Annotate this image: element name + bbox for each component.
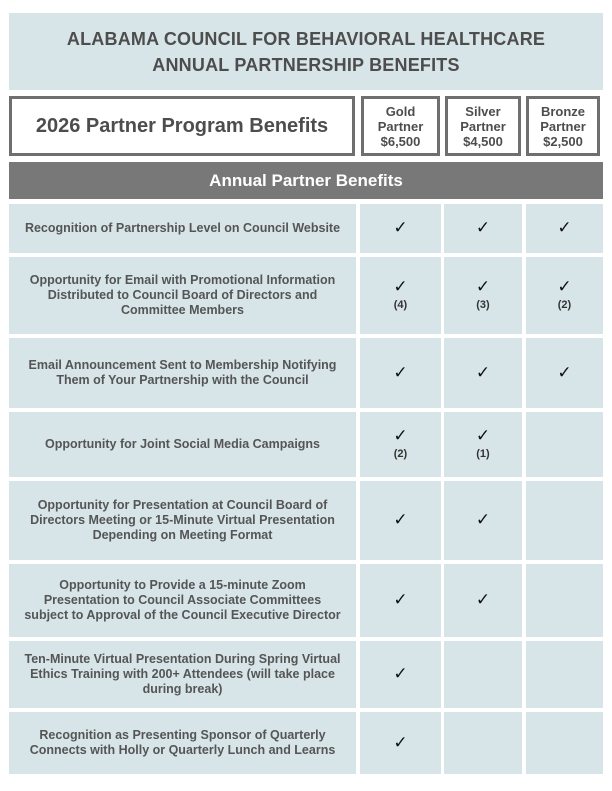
tier-cell (360, 481, 441, 560)
tier-word: Partner (377, 118, 424, 134)
tier-cell (360, 338, 441, 408)
tier-name: Bronze (540, 103, 586, 119)
tier-header-silver (445, 96, 521, 156)
tier-price: $4,500 (463, 133, 503, 149)
tier-cell (526, 338, 603, 408)
checkmark-icon: ✓ (393, 218, 408, 238)
benefit-description: Email Announcement Sent to Membership Notifying Them of Your Partnership with the Council (9, 338, 356, 408)
checkmark-icon: ✓ (475, 510, 491, 530)
tier-cell (360, 257, 441, 334)
tier-header-bronze (526, 96, 600, 156)
checkmark-icon: ✓ (475, 218, 491, 238)
tier-cell (526, 712, 603, 774)
checkmark-icon: ✓ (393, 362, 408, 383)
tier-cell (360, 641, 441, 708)
benefit-description: Opportunity for Presentation at Council Board of Directors Meeting or 15-Minute Virtual Presentation Depending on Meeting Format (9, 481, 356, 560)
benefit-description: Opportunity for Email with Promotional Information Distributed to Council Board of Directors and Committee Members (9, 257, 356, 334)
benefit-description: Recognition as Presenting Sponsor of Quarterly Connects with Holly or Quarterly Lunch and Learns (9, 712, 356, 774)
tier-name: Gold (385, 103, 416, 119)
tier-cell (444, 481, 522, 560)
tier-name: Silver (465, 103, 501, 119)
checkmark-icon: ✓ (557, 276, 572, 297)
checkmark-icon: ✓ (475, 276, 491, 297)
benefit-count: (1) (476, 447, 490, 460)
tier-cell (526, 564, 603, 637)
tier-cell (526, 204, 603, 253)
checkmark-icon: ✓ (393, 732, 408, 753)
tier-price: $2,500 (543, 133, 583, 149)
tier-cell (444, 257, 522, 334)
tier-cell (444, 564, 522, 637)
tier-cell (360, 712, 441, 774)
benefit-description: Ten-Minute Virtual Presentation During Spring Virtual Ethics Training with 200+ Attendees (will take place during break) (9, 641, 356, 708)
program-header: 2026 Partner Program Benefits (9, 96, 355, 156)
tier-cell (444, 412, 522, 477)
tier-cell (360, 412, 441, 477)
benefit-count: (4) (393, 298, 408, 311)
benefit-count: (2) (393, 447, 408, 460)
tier-word: Partner (460, 118, 506, 134)
benefit-description: Recognition of Partnership Level on Council Website (9, 204, 356, 253)
checkmark-icon: ✓ (557, 218, 572, 238)
title-line-1: ALABAMA COUNCIL FOR BEHAVIORAL HEALTHCARE (66, 28, 546, 49)
checkmark-icon: ✓ (393, 510, 408, 530)
tier-cell (526, 641, 603, 708)
tier-price: $6,500 (380, 133, 421, 149)
checkmark-icon: ✓ (475, 425, 491, 446)
title-line-2: ANNUAL PARTNERSHIP BENEFITS (152, 54, 460, 75)
checkmark-icon: ✓ (393, 425, 408, 446)
tier-cell (444, 204, 522, 253)
tier-cell (360, 204, 441, 253)
checkmark-icon: ✓ (393, 590, 408, 610)
tier-cell (360, 564, 441, 637)
tier-header-gold (361, 96, 440, 156)
checkmark-icon: ✓ (475, 362, 491, 383)
tier-word: Partner (540, 118, 586, 134)
tier-cell (526, 257, 603, 334)
benefit-description: Opportunity to Provide a 15-minute Zoom Presentation to Council Associate Committees subject to Approval of the Council Executive Director (9, 564, 356, 637)
checkmark-icon: ✓ (475, 590, 491, 610)
checkmark-icon: ✓ (393, 276, 408, 297)
section-band: Annual Partner Benefits (9, 162, 603, 199)
checkmark-icon: ✓ (393, 664, 408, 684)
tier-cell (444, 712, 522, 774)
tier-cell (526, 412, 603, 477)
document-title (9, 13, 603, 90)
benefit-count: (3) (476, 298, 490, 311)
tier-cell (526, 481, 603, 560)
benefit-count: (2) (557, 298, 572, 311)
tier-cell (444, 641, 522, 708)
checkmark-icon: ✓ (557, 362, 572, 383)
tier-cell (444, 338, 522, 408)
benefit-description: Opportunity for Joint Social Media Campaigns (9, 412, 356, 477)
